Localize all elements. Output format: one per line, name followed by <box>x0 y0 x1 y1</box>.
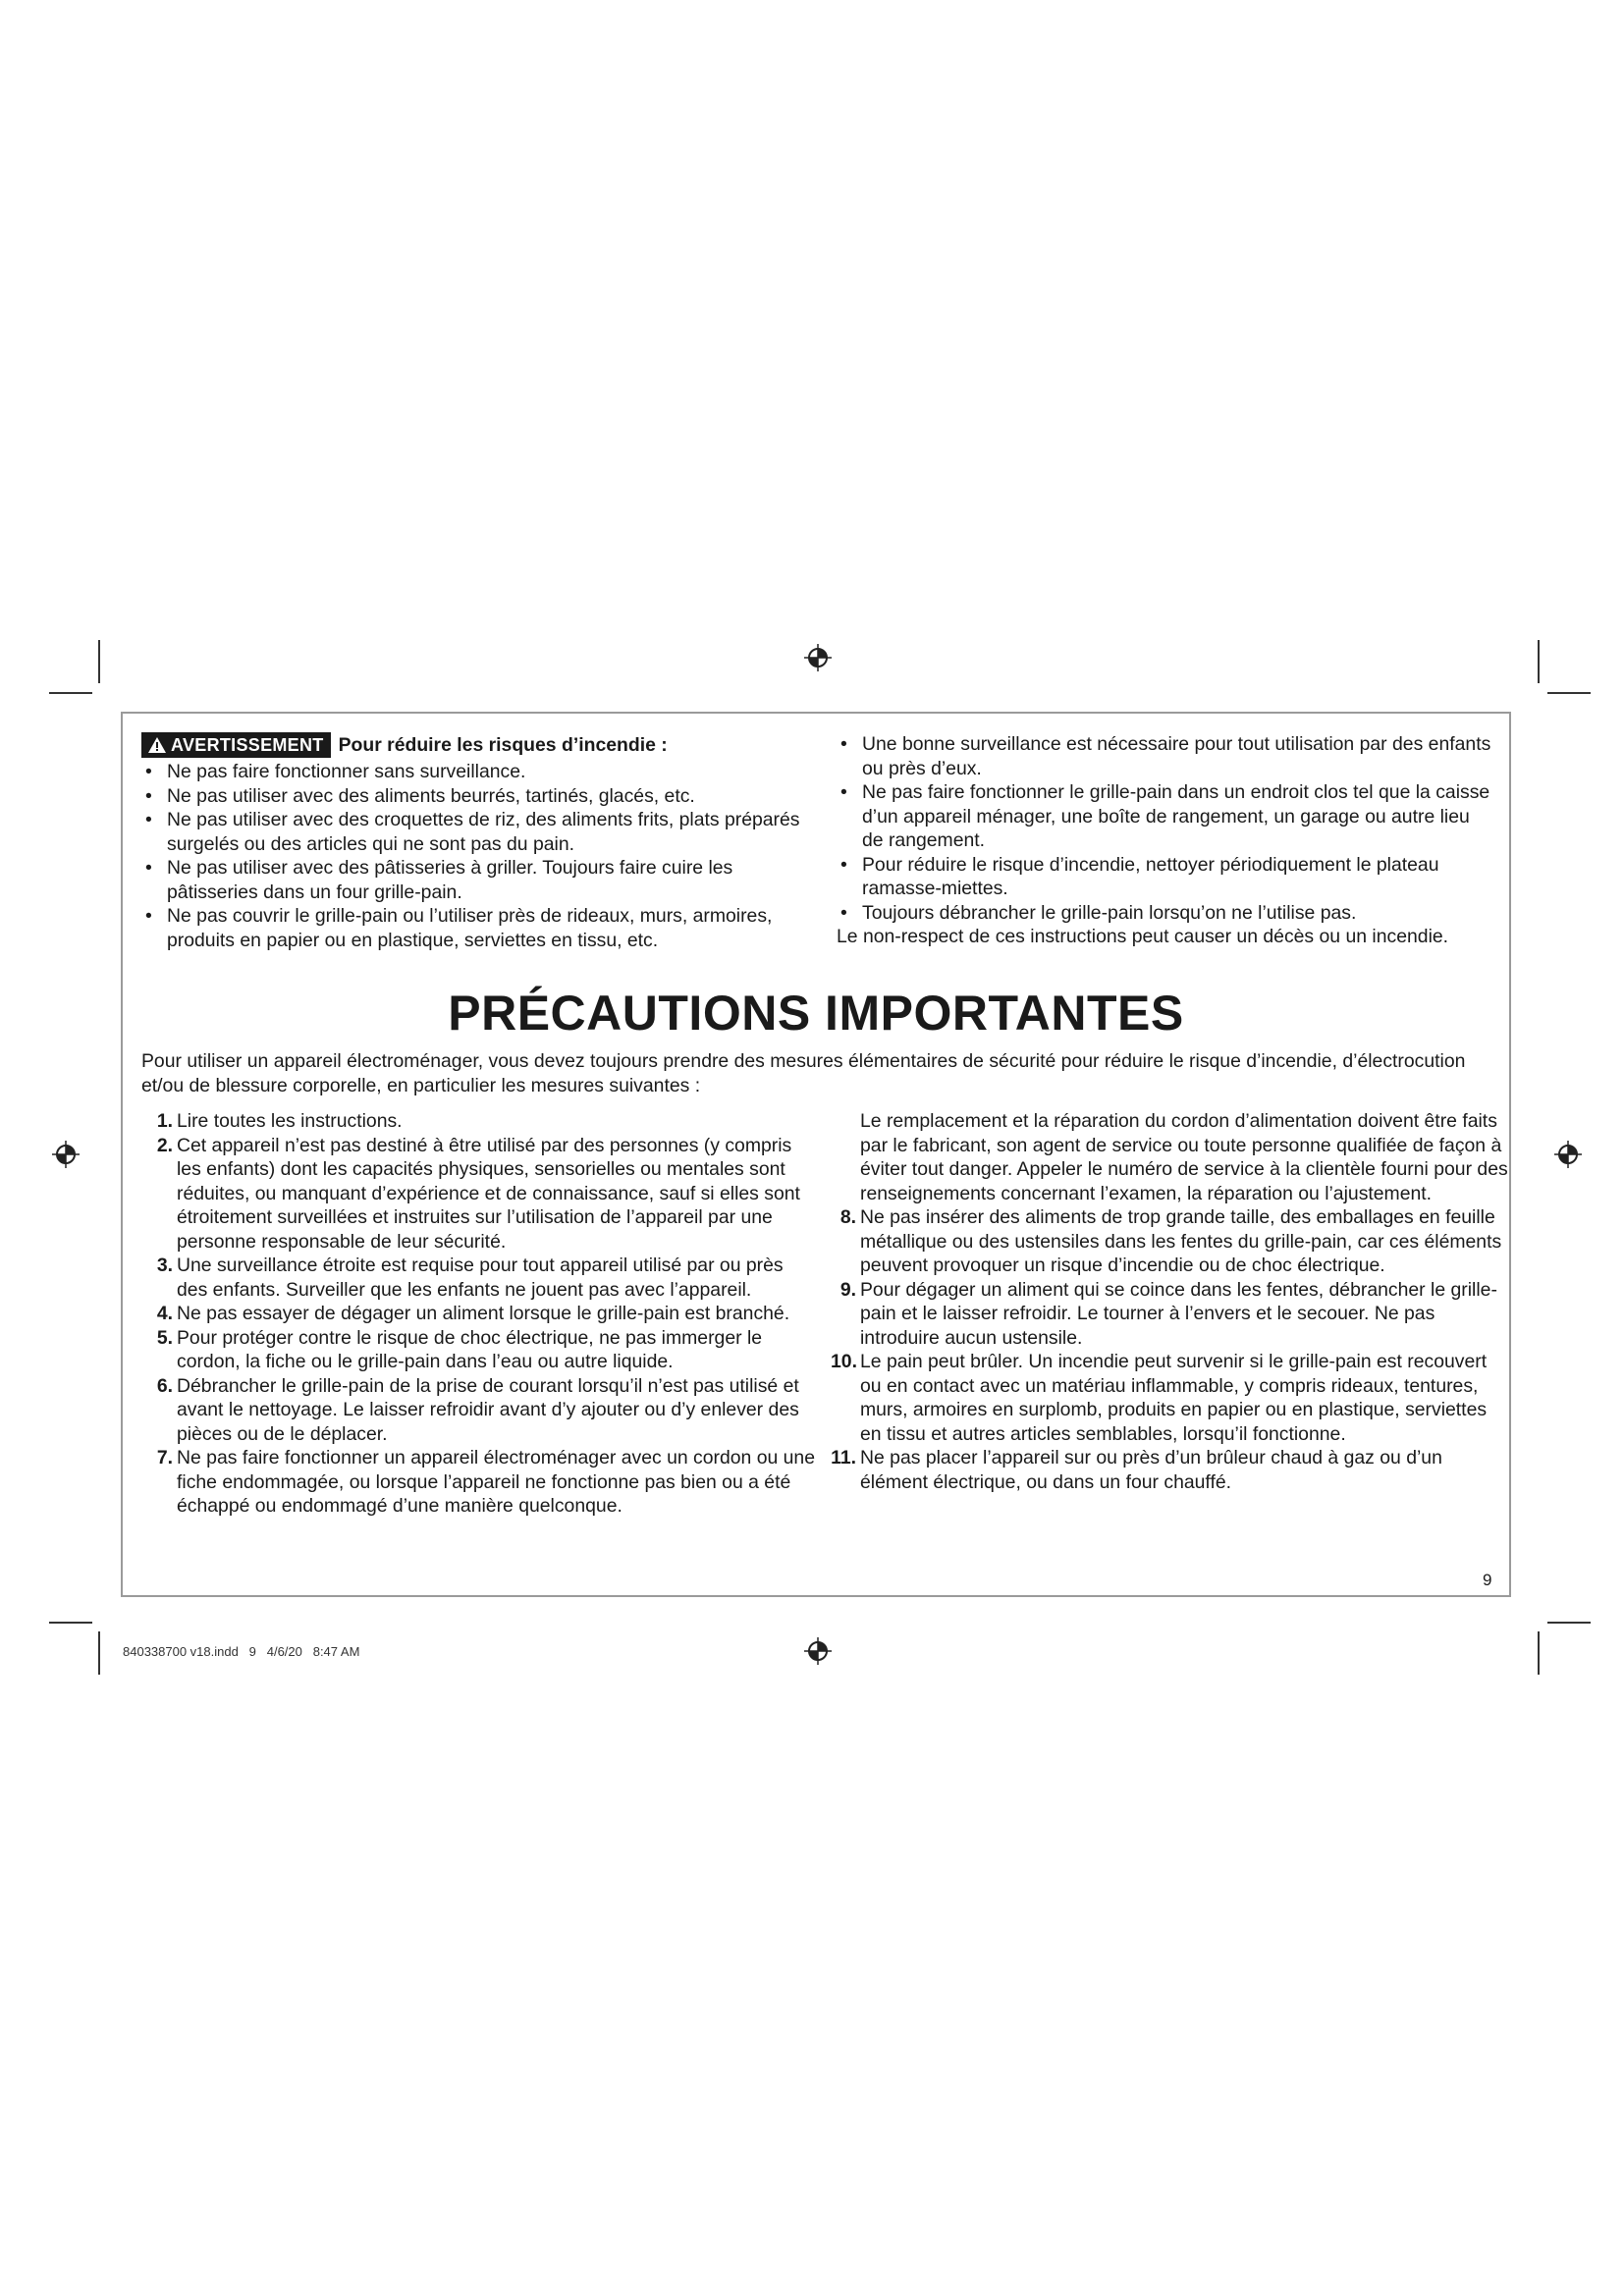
list-item: 4. Ne pas essayer de dégager un aliment lorsque le grille-pain est branché. <box>156 1303 790 1324</box>
list-item: 6. Débrancher le grille-pain de la prise de courant lorsqu’il n’est pas utilisé et avant le nettoyage. Le laisser refroidir avant d’y ajouter ou d’y enlever des pièces ou de le déplacer. <box>156 1374 799 1445</box>
page-title: PRÉCAUTIONS IMPORTANTES <box>448 986 1184 1041</box>
warning-right-column <box>837 732 1494 949</box>
warning-header <box>141 732 809 758</box>
list-item: 5. Pour protéger contre le risque de choc électrique, ne pas immerger le cordon, la fiche ou le grille-pain dans l’eau ou autre liquide. <box>156 1326 763 1372</box>
warning-badge-label: AVERTISSEMENT <box>171 734 324 755</box>
list-item: 8. Ne pas insérer des aliments de trop grande taille, des emballages en feuille métallique ou des ustensiles dans les fentes du grille-pain, car ces éléments peuvent provoquer un risque d’incendie ou de choc électrique. <box>839 1206 1502 1276</box>
crop-mark <box>98 1631 100 1675</box>
list-item: 11. Ne pas placer l’appareil sur ou près d’un brûleur chaud à gaz ou d’un élément électrique, ou dans un four chauffé. <box>831 1447 1442 1493</box>
crop-mark <box>49 1622 92 1624</box>
warning-title: Pour réduire les risques d’incendie : <box>338 733 668 756</box>
crop-mark <box>1538 640 1540 683</box>
crop-mark <box>1547 692 1591 694</box>
list-item: • Ne pas couvrir le grille-pain ou l’utiliser près de rideaux, murs, armoires, produits en papier ou en plastique, serviettes en tissu, etc. <box>145 905 773 951</box>
crop-mark <box>1547 1622 1591 1624</box>
list-item: • Pour réduire le risque d’incendie, nettoyer périodiquement le plateau ramasse-miettes. <box>840 853 1439 899</box>
registration-mark-icon <box>803 1636 833 1666</box>
warning-badge <box>141 732 331 758</box>
list-item: 9. Pour dégager un aliment qui se coince dans les fentes, débrancher le grille-pain et le laisser refroidir. Le tourner à l’envers et le secouer. Ne pas introduire aucun ustensile. <box>839 1278 1497 1349</box>
precautions-left-column <box>147 1109 815 1519</box>
list-item: • Ne pas utiliser avec des pâtisseries à griller. Toujours faire cuire les pâtisseries dans un four grille-pain. <box>145 857 733 903</box>
list-item: • Ne pas faire fonctionner sans surveillance. <box>145 761 526 782</box>
crop-mark <box>1538 1631 1540 1675</box>
registration-mark-icon <box>1553 1140 1583 1169</box>
list-item: • Toujours débrancher le grille-pain lorsqu’on ne l’utilise pas. <box>840 901 1357 924</box>
list-item: 10. Le pain peut brûler. Un incendie peut survenir si le grille-pain est recouvert ou en contact avec un matériau inflammable, y compris rideaux, tentures, murs, armoires en surplomb, produits en papier ou en plastique, serviettes en tissu et autres articles semblables, lorsqu’il fonctionne. <box>831 1351 1488 1445</box>
list-item: 2. Cet appareil n’est pas destiné à être utilisé par des personnes (y compris les enfants) dont les capacités physiques, sensorielles ou mentales sont réduites, ou manquant d’expérience et de connaissance, sauf si elles sont étroitement surveillées et instruites sur l’utilisation de l’appareil par une personne responsable de leur sécurité. <box>156 1134 800 1253</box>
warning-triangle-icon <box>148 737 166 753</box>
warning-closing: Le non-respect de ces instructions peut causer un décès ou un incendie. <box>837 926 1449 947</box>
list-item: 3. Une surveillance étroite est requise pour tout appareil utilisé par ou près des enfants. Surveiller que les enfants ne jouent pas avec l’appareil. <box>156 1255 784 1301</box>
list-item: • Ne pas faire fonctionner le grille-pain dans un endroit clos tel que la caisse d’un appareil ménager, une boîte de rangement, un garage ou autre lieu de rangement. <box>840 781 1490 851</box>
crop-mark <box>49 692 92 694</box>
list-item: • Ne pas utiliser avec des croquettes de riz, des aliments frits, plats préparés surgelés ou des articles qui ne sont pas du pain. <box>145 809 800 855</box>
warning-left-column <box>141 732 809 952</box>
page-number: 9 <box>1483 1571 1492 1589</box>
list-item-continuation: Le remplacement et la réparation du cordon d’alimentation doivent être faits par le fabricant, son agent de service ou toute personne qualifiée de façon à éviter tout danger. Appeler le numéro de service à la clientèle fourni pour des renseignements concernant l’examen, la réparation ou l’ajustement. <box>860 1110 1508 1204</box>
list-item: 1. Lire toutes les instructions. <box>156 1110 403 1132</box>
list-item: • Ne pas utiliser avec des aliments beurrés, tartinés, glacés, etc. <box>145 784 695 807</box>
registration-mark-icon <box>803 643 833 672</box>
intro-paragraph: Pour utiliser un appareil électroménager, vous devez toujours prendre des mesures élémentaires de sécurité pour réduire le risque d’incendie, d’électrocution et/ou de blessure corporelle, en particulier les mesures suivantes : <box>141 1050 1466 1096</box>
registration-mark-icon <box>51 1140 81 1169</box>
list-item: 7. Ne pas faire fonctionner un appareil électroménager avec un cordon ou une fiche endommagée, ou lorsque l’appareil ne fonctionne pas bien ou a été échappé ou endommagé d’une manière quelconque. <box>156 1447 816 1517</box>
file-slug: 840338700 v18.indd 9 4/6/20 8:47 AM <box>123 1644 360 1659</box>
crop-mark <box>98 640 100 683</box>
list-item: • Une bonne surveillance est nécessaire pour tout utilisation par des enfants ou près d’eux. <box>840 733 1491 779</box>
precautions-right-column <box>831 1109 1508 1494</box>
